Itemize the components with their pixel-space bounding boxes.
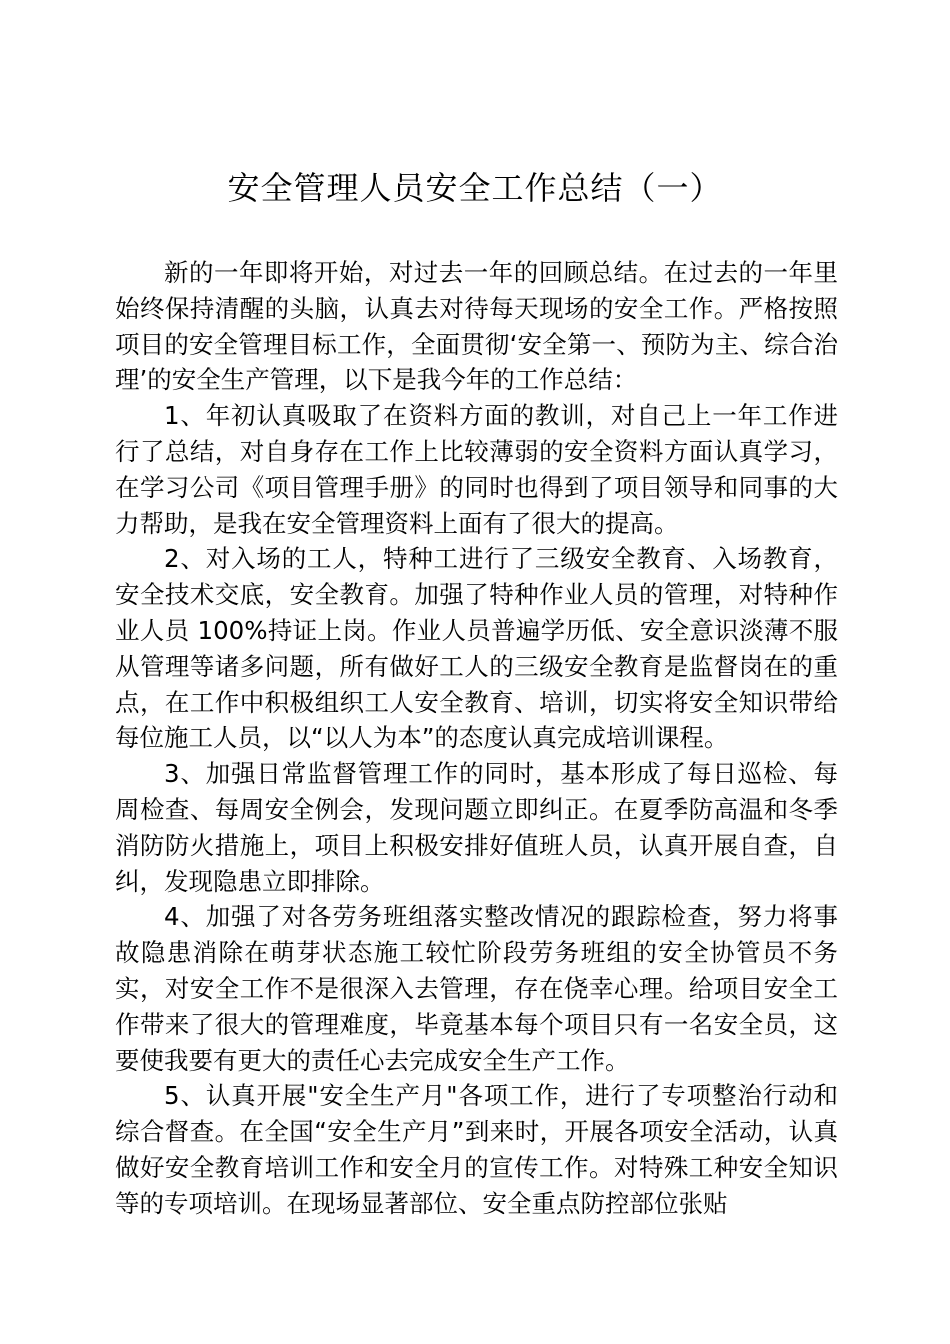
paragraph-intro: 新的一年即将开始，对过去一年的回顾总结。在过去的一年里始终保持清醒的头脑，认真去对待每天现场的安全工作。严格按照项目的安全管理目标工作，全面贯彻‘安全第一、预防为主、综合治理’的安全生产管理，以下是我今年的工作总结： — [115, 258, 838, 395]
document-title: 安全管理人员安全工作总结（一） — [227, 169, 723, 207]
paragraph-item-3: 3、加强日常监督管理工作的同时，基本形成了每日巡检、每周检查、每周安全例会，发现问题立即纠正。在夏季防高温和冬季消防防火措施上，项目上积极安排好值班人员，认真开展自查，自纠，发现隐患立即排除。 — [115, 759, 838, 896]
paragraph-item-2: 2、对入场的工人，特种工进行了三级安全教育、入场教育，安全技术交底，安全教育。加强了特种作业人员的管理，对特种作业人员 100%持证上岗。作业人员普遍学历低、安全意识淡薄不服从管理等诸多问题，所有做好工人的三级安全教育是监督岗在的重点，在工作中积极组织工人安全教育、培训，切实将安全知识带给每位施工人员，以“以人为本”的态度认真完成培训课程。 — [115, 544, 838, 753]
paragraph-item-4: 4、加强了对各劳务班组落实整改情况的跟踪检查，努力将事故隐患消除在萌芽状态施工较忙阶段劳务班组的安全协管员不务实，对安全工作不是很深入去管理，存在侥幸心理。给项目安全工作带来了很大的管理难度，毕竟基本每个项目只有一名安全员，这要使我要有更大的责任心去完成安全生产工作。 — [115, 902, 838, 1075]
paragraph-item-5: 5、认真开展"安全生产月"各项工作，进行了专项整治行动和综合督查。在全国“安全生产月”到来时，开展各项安全活动，认真做好安全教育培训工作和安全月的宣传工作。对特殊工种安全知识等的专项培训。在现场显著部位、安全重点防控部位张贴 — [115, 1081, 838, 1218]
paragraph-item-1: 1、年初认真吸取了在资料方面的教训，对自己上一年工作进行了总结，对自身存在工作上比较薄弱的安全资料方面认真学习，在学习公司《项目管理手册》的同时也得到了项目领导和同事的大力帮助，是我在安全管理资料上面有了很大的提高。 — [115, 401, 838, 538]
document-body — [115, 255, 838, 1222]
